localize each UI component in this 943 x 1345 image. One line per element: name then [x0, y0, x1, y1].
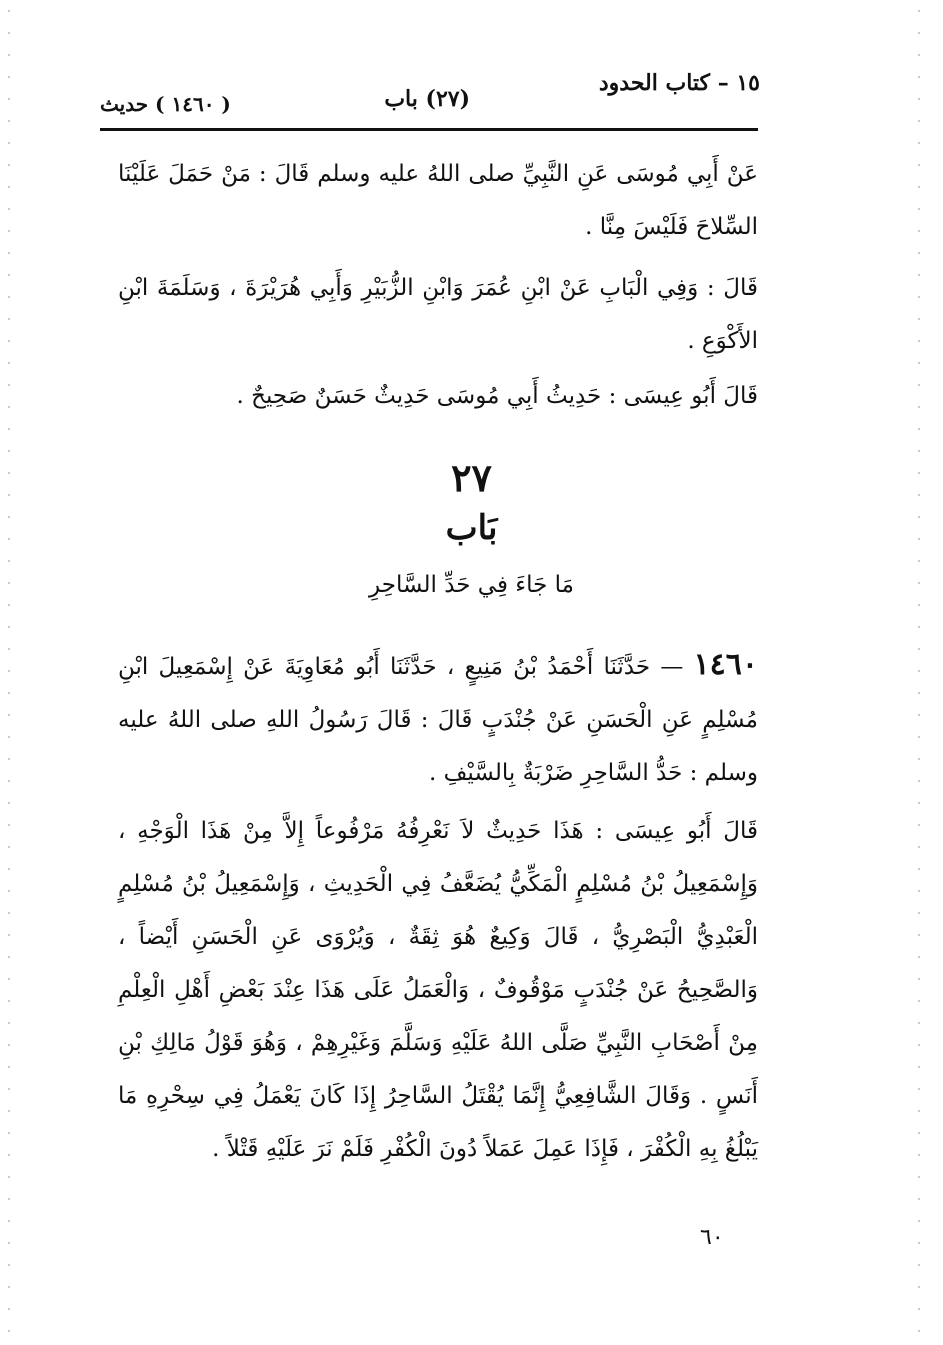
hadith-paragraph [118, 638, 758, 800]
paragraph-hadith-end: عَنْ أَبِي مُوسَى عَنِ النَّبِيِّ صلى اللهُ عليه وسلم قَالَ : مَنْ حَمَلَ عَلَيْنَا السِّلاحَ فَلَيْسَ مِنَّا . [118, 161, 758, 240]
chapter-heading: بَاب [445, 508, 498, 548]
running-header [100, 70, 760, 126]
hadith-number: ١٤٦٠ [693, 647, 758, 682]
paragraph-grading: قَالَ أَبُو عِيسَى : حَدِيثُ أَبِي مُوسَى حَدِيثٌ حَسَنٌ صَحِيحٌ . [236, 383, 758, 409]
chapter-number: ٢٧ [451, 455, 492, 500]
hadith-text: — حَدَّثَنَا أَحْمَدُ بْنُ مَنِيعٍ ، حَدَّثَنَا أَبُو مُعَاوِيَةَ عَنْ إِسْمَعِيلَ ابْنِ مُسْلِمٍ عَنِ الْحَسَنِ عَنْ جُنْدَبٍ قَالَ : قَالَ رَسُولُ اللهِ صلى اللهُ عليه وسلم : حَدُّ السَّاحِرِ ضَرْبَةٌ بِالسَّيْفِ . [118, 654, 758, 786]
header-hadith-number: ( ١٤٦٠ ) حديث [100, 92, 231, 116]
paragraph-in-the-chapter: قَالَ : وَفِي الْبَابِ عَنْ ابْنِ عُمَرَ وَابْنِ الزُّبَيْرِ وَأَبِي هُرَيْرَةَ ، وَسَلَمَةَ ابْنِ الأَكْوَعِ . [118, 275, 758, 354]
header-rule [100, 128, 758, 131]
header-book-title: ١٥ – كتاب الحدود [598, 70, 760, 96]
page-number: ٦٠ [700, 1225, 724, 1250]
chapter-title: مَا جَاءَ فِي حَدِّ السَّاحِرِ [369, 572, 574, 598]
scan-border-right [918, 0, 920, 1345]
scan-border-left [8, 0, 10, 1345]
header-chapter: (٢٧) باب [384, 86, 470, 112]
commentary-paragraph: قَالَ أَبُو عِيسَى : هَذَا حَدِيثٌ لاَ نَعْرِفُهُ مَرْفُوعاً إِلاَّ مِنْ هَذَا الْوَجْهِ ، وَإِسْمَعِيلُ بْنُ مُسْلِمٍ الْمَكِّيُّ يُضَعَّفُ فِي الْحَدِيثِ ، وَإِسْمَعِيلُ بْنُ مُسْلِمٍ الْعَبْدِيُّ الْبَصْرِيُّ ، قَالَ وَكِيعٌ هُوَ ثِقَةٌ ، وَيُرْوَى عَنِ الْحَسَنِ أَيْضاً ، وَالصَّحِيحُ عَنْ جُنْدَبٍ مَوْقُوفٌ ، وَالْعَمَلُ عَلَى هَذَا عِنْدَ بَعْضِ أَهْلِ الْعِلْمِ مِنْ أَصْحَابِ النَّبِيِّ صَلَّى اللهُ عَلَيْهِ وَسَلَّمَ وَغَيْرِهِمْ ، وَهُوَ قَوْلُ مَالِكِ بْنِ أَنَسٍ . وَقَالَ الشَّافِعِيُّ إِنَّمَا يُقْتَلُ السَّاحِرُ إِذَا كَانَ يَعْمَلُ فِي سِحْرِهِ مَا يَبْلُغُ بِهِ الْكُفْرَ ، فَإِذَا عَمِلَ عَمَلاً دُونَ الْكُفْرِ فَلَمْ نَرَ عَلَيْهِ قَتْلاً . [118, 818, 758, 1162]
